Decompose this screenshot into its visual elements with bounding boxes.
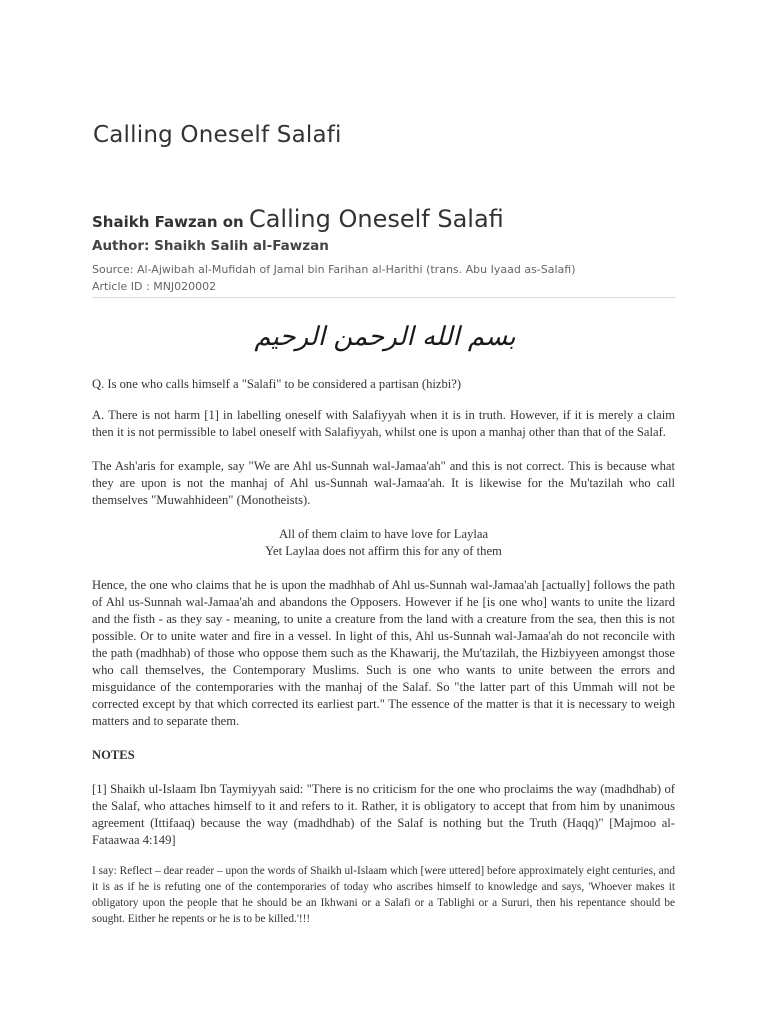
basmala-text: بسم الله الرحمن الرحيم: [254, 322, 516, 352]
article-source: Source: Al-Ajwibah al-Mufidah of Jamal bin Farihan al-Harithi (trans. Abu Iyaad as-Salafi): [92, 263, 576, 276]
question-paragraph: Q. Is one who calls himself a "Salafi" to be considered a partisan (hizbi?): [92, 377, 462, 391]
note-1-paragraph: [1] Shaikh ul-Islaam Ibn Taymiyyah said: "There is no criticism for the one who proclaims the way (madhdhab) of the Salaf, who attaches himself to it and refers to it. Rather, it is obligatory to accept that from him by unanimous agreement (Ittifaaq) because the way (madhdhab) of the Salaf is nothing but the Truth (Haqq)" [Majmoo al-Fataawaa 4:149]: [92, 782, 675, 847]
header-divider: [92, 297, 676, 298]
answer-paragraph: A. There is not harm [1] in labelling oneself with Salafiyyah when it is in truth. However, if it is merely a claim then it is not permissible to label oneself with Salafiyyah, whilst one is upon a manhaj other than that of the Salaf.: [92, 408, 675, 439]
poem: [92, 526, 675, 560]
article-heading: [92, 205, 504, 233]
article-author: Author: Shaikh Salih al-Fawzan: [92, 238, 329, 254]
article-id: Article ID : MNJ020002: [92, 280, 217, 293]
asharis-paragraph: The Ash'aris for example, say "We are Ahl us-Sunnah wal-Jamaa'ah" and this is not correct. This is because what they are upon is not the manhaj of Ahl us-Sunnah wal-Jamaa'ah. It is likewise for the Mu'tazilah who call themselves "Muwahhideen" (Monotheists).: [92, 459, 675, 507]
reflect-paragraph: I say: Reflect – dear reader – upon the words of Shaikh ul-Islaam which [were uttered] before approximately eight centuries, and it is as if he is refuting one of the contemporaries of today who ascribes himself to knowledge and says, 'Whoever makes it obligatory upon the people that he should be an Ikhwani or a Salafi or a Tablighi or a Sururi, then his repentance should be sought. Either he repents or he is to be killed.'!!!: [92, 865, 675, 925]
hence-paragraph: Hence, the one who claims that he is upon the madhhab of Ahl us-Sunnah wal-Jamaa'ah [actually] follows the path of Ahl us-Sunnah wal-Jamaa'ah and abandons the Opposers. However if he [is one who] wants to unite the lizard and the fisth - as they say - meaning, to unite a creature from the land with a creature from the sea, then this is not possible. Or to unite water and fire in a vessel. In light of this, Ahl us-Sunnah wal-Jamaa'ah do not reconcile with the path (madhhab) of those who oppose them such as the Khawarij, the Mu'tazilah, the Hizbiyyeen amongst those who call themselves, the Contemporary Muslims. Such is one who wants to unite between the errors and misguidance of the contemporaries with the manhaj of the Salaf. So "the latter part of this Ummah will not be corrected except by that which corrected its earliest part." The essence of the matter is that it is necessary to weigh matters and to separate them.: [92, 578, 675, 728]
page-title: Calling Oneself Salafi: [93, 122, 342, 148]
poem-line: Yet Laylaa does not affirm this for any of them: [265, 544, 502, 558]
article-heading-prefix: Shaikh Fawzan on: [92, 213, 249, 231]
article-heading-main: Calling Oneself Salafi: [248, 205, 504, 233]
notes-heading: NOTES: [92, 748, 135, 762]
basmala-calligraphy: [254, 312, 516, 362]
poem-line: All of them claim to have love for Laylaa: [278, 527, 489, 541]
article-body: [92, 376, 675, 944]
